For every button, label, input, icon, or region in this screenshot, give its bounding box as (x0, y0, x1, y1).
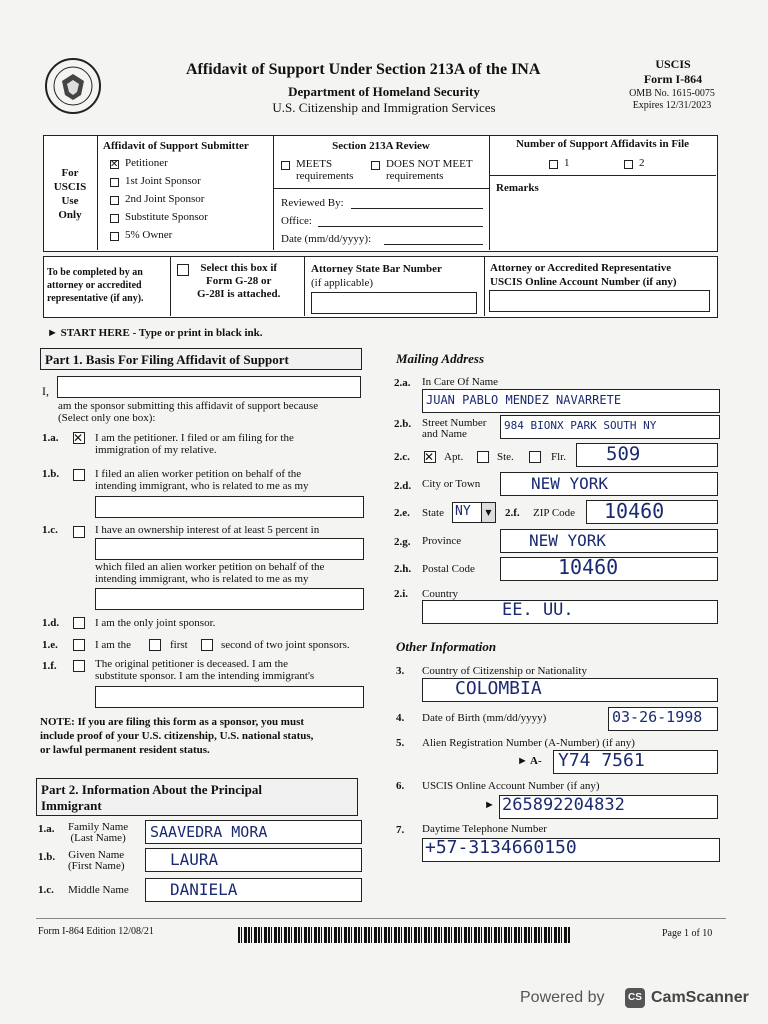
apt-number: 2.c. (394, 451, 410, 463)
zip-value: 10460 (604, 499, 665, 523)
street-number: 2.b. (394, 418, 412, 430)
citizenship-value: COLOMBIA (455, 678, 542, 699)
province-label: Province (422, 535, 462, 547)
zip-number: 2.f. (505, 507, 520, 519)
relationship-input-1f[interactable] (95, 686, 364, 708)
item-1f-number: 1.f. (42, 660, 57, 672)
office-line (318, 226, 483, 227)
middle-name-label: Middle Name (68, 884, 129, 896)
uscis-use-label: For USCIS Use Only (53, 167, 87, 221)
remarks-label: Remarks (496, 182, 539, 194)
state-number: 2.e. (394, 507, 410, 519)
petitioner-basis-check-mark: ✕ (73, 431, 84, 445)
family-name-value: SAAVEDRA MORA (150, 823, 268, 841)
review-heading: Section 213A Review (332, 140, 430, 152)
a-number-number: 5. (396, 737, 405, 749)
care-of-label: In Care Of Name (422, 376, 499, 388)
expiration-date: Expires 12/31/2023 (632, 100, 712, 111)
second-joint-checkbox[interactable] (201, 639, 213, 651)
dob-label: Date of Birth (mm/dd/yyyy) (422, 712, 547, 724)
item-1e-number: 1.e. (42, 639, 58, 651)
family-name-label: Family Name (Last Name) (68, 821, 129, 844)
does-not-meet-label: DOES NOT MEET (386, 158, 473, 170)
online-account-number: 6. (396, 780, 405, 792)
attorney-online-account-input[interactable] (489, 290, 710, 312)
form-number: Form I-864 (643, 72, 703, 86)
postal-number: 2.h. (394, 563, 412, 575)
bar-number-label: Attorney State Bar Number (if applicable) (311, 263, 442, 289)
item-1c-text: I have an ownership interest of at least 5 percent in (95, 524, 320, 536)
care-of-number: 2.a. (394, 377, 411, 389)
apt-value: 509 (606, 443, 641, 465)
office-label: Office: (281, 215, 312, 227)
phone-value: +57-3134660150 (425, 837, 577, 858)
does-not-meet-sub-label: requirements (386, 170, 444, 182)
province-number: 2.g. (394, 536, 411, 548)
chevron-down-icon[interactable]: ▼ (481, 503, 495, 522)
meets-checkbox[interactable] (281, 161, 290, 170)
meets-label: MEETS (296, 158, 333, 170)
form-title: Affidavit of Support Under Section 213A of the INA (186, 61, 541, 78)
camscanner-brand-text: CamScanner (651, 989, 749, 1006)
alien-worker-checkbox[interactable] (73, 469, 85, 481)
item-1b-text: I filed an alien worker petition on behalf of the intending immigrant, who is related to me as my (95, 468, 309, 492)
online-account-arrow: ► (484, 799, 495, 811)
sponsor-note: NOTE: If you are filing this form as a sponsor, you must include proof of your U.S. citizenship, U.S. national status, or lawful permanent resident status. (40, 716, 314, 756)
g28-label: Select this box if Form G-28 or G-28I is attached. (197, 262, 281, 300)
affidavits-heading: Number of Support Affidavits in File (515, 138, 690, 150)
item-1d-text: I am the only joint sponsor. (95, 617, 216, 629)
omb-number: OMB No. 1615-0075 (629, 88, 715, 99)
powered-by-text: Powered by (520, 989, 605, 1006)
item-1c-text-continued: which filed an alien worker petition on behalf of the intending immigrant, who is related to me as my (95, 561, 325, 585)
first-joint-sponsor-checkbox[interactable] (110, 178, 119, 187)
a-number-label: Alien Registration Number (A-Number) (if any) (422, 737, 635, 749)
submitter-heading: Affidavit of Support Submitter (103, 140, 249, 152)
substitute-sponsor-checkbox[interactable] (110, 214, 119, 223)
attorney-completed-by-label: To be completed by an attorney or accredited representative (if any). (47, 267, 144, 304)
care-of-value: JUAN PABLO MENDEZ NAVARRETE (426, 393, 622, 407)
online-account-label: Attorney or Accredited Representative USCIS Online Account Number (if any) (490, 262, 677, 288)
city-label: City or Town (422, 478, 481, 490)
country-label: Country (422, 588, 459, 600)
department-name: Department of Homeland Security (288, 84, 480, 99)
submitter-option-label: 1st Joint Sponsor (125, 175, 201, 187)
relationship-input-1c[interactable] (95, 588, 364, 610)
state-value: NY (455, 504, 471, 519)
apt-value-input[interactable] (576, 443, 718, 467)
g28-checkbox[interactable] (177, 264, 189, 276)
first-joint-checkbox[interactable] (149, 639, 161, 651)
barcode (238, 927, 570, 943)
review-date-line (384, 244, 483, 245)
item-1f-text: The original petitioner is deceased. I am the substitute sponsor. I am the intending immigrant's (95, 658, 315, 682)
middle-name-value: DANIELA (170, 880, 238, 899)
item-1b-number: 1.b. (42, 468, 60, 480)
citizenship-label: Country of Citizenship or Nationality (422, 665, 587, 677)
sponsor-statement: am the sponsor submitting this affidavit of support because (58, 400, 319, 412)
given-name-label: Given Name (First Name) (68, 849, 125, 872)
province-value: NEW YORK (529, 531, 607, 550)
given-name-value: LAURA (170, 850, 219, 869)
select-one-label: (Select only one box): (58, 412, 156, 424)
camscanner-watermark (520, 986, 760, 1012)
phone-number: 7. (396, 824, 405, 836)
mailing-address-heading: Mailing Address (396, 351, 485, 366)
form-edition: Form I-864 Edition 12/08/21 (38, 926, 154, 937)
substitute-sponsor-basis-checkbox[interactable] (73, 660, 85, 672)
middle-name-number: 1.c. (38, 884, 54, 896)
city-number: 2.d. (394, 480, 412, 492)
page-number: Page 1 of 10 (662, 928, 713, 939)
second-joint-sponsor-checkbox[interactable] (110, 196, 119, 205)
one-affidavit-checkbox[interactable] (549, 160, 558, 169)
state-label: State (422, 507, 444, 519)
a-number-prefix: ► A- (517, 755, 542, 767)
suite-label: Ste. (497, 451, 514, 463)
country-number: 2.i. (394, 588, 409, 600)
i-label: I, (42, 384, 49, 398)
submitter-option-label: 5% Owner (125, 229, 173, 241)
submitter-option-label: Substitute Sponsor (125, 211, 208, 223)
start-here-instruction: ► START HERE - Type or print in black ink. (47, 327, 263, 339)
suite-checkbox[interactable] (477, 451, 489, 463)
state-select[interactable] (452, 502, 496, 523)
given-name-number: 1.b. (38, 851, 56, 863)
agency-name: U.S. Citizenship and Immigration Services (272, 100, 496, 115)
ownership-checkbox[interactable] (73, 526, 85, 538)
online-account-value: 265892204832 (502, 795, 625, 815)
submitter-option-label: 2nd Joint Sponsor (125, 193, 205, 205)
street-label: Street Number and Name (422, 417, 487, 440)
a-number-value: Y74 7561 (558, 750, 645, 771)
dob-number: 4. (396, 712, 405, 724)
part1-heading: Part 1. Basis For Filing Affidavit of Support (40, 348, 362, 370)
apt-check-mark: ✕ (424, 450, 435, 464)
other-information-heading: Other Information (396, 639, 497, 654)
part2-heading: Part 2. Information About the Principal Immigrant (36, 778, 358, 816)
petitioner-check-mark: ✕ (110, 159, 119, 170)
item-1a-text: I am the petitioner. I filed or am filing for the immigration of my relative. (95, 432, 294, 456)
floor-label: Flr. (551, 451, 566, 463)
zip-label: ZIP Code (533, 507, 576, 519)
meets-sub-label: requirements (296, 170, 354, 182)
two-affidavits-label: 2 (639, 157, 645, 169)
joint-sponsor-checkbox[interactable] (73, 639, 85, 651)
apt-label: Apt. (444, 451, 464, 463)
item-1e-text-c: second of two joint sponsors. (221, 639, 350, 651)
submitter-option-label: Petitioner (125, 157, 168, 169)
does-not-meet-checkbox[interactable] (371, 161, 380, 170)
review-date-label: Date (mm/dd/yyyy): (281, 233, 372, 245)
country-value: EE. UU. (502, 600, 574, 620)
form-agency: USCIS (655, 57, 691, 71)
item-1d-number: 1.d. (42, 617, 60, 629)
only-joint-sponsor-checkbox[interactable] (73, 617, 85, 629)
phone-label: Daytime Telephone Number (422, 823, 547, 835)
reviewed-by-label: Reviewed By: (281, 197, 344, 209)
relationship-input-1b[interactable] (95, 496, 364, 518)
item-1e-text-b: first (170, 639, 188, 651)
item-1c-number: 1.c. (42, 524, 58, 536)
reviewed-by-line (351, 208, 483, 209)
citizenship-number: 3. (396, 665, 405, 677)
item-1a-number: 1.a. (42, 432, 59, 444)
company-name-input[interactable] (95, 538, 364, 560)
online-account-label: USCIS Online Account Number (if any) (422, 780, 600, 792)
city-value: NEW YORK (531, 474, 609, 493)
floor-checkbox[interactable] (529, 451, 541, 463)
item-1e-text-a: I am the (95, 639, 132, 651)
five-percent-owner-checkbox[interactable] (110, 232, 119, 241)
postal-value: 10460 (558, 555, 619, 579)
family-name-number: 1.a. (38, 823, 55, 835)
dob-value: 03-26-1998 (612, 708, 703, 726)
postal-label: Postal Code (422, 563, 475, 575)
two-affidavits-checkbox[interactable] (624, 160, 633, 169)
camscanner-logo-icon: CS (625, 988, 645, 1008)
sponsor-name-input[interactable] (57, 376, 361, 398)
bar-number-input[interactable] (311, 292, 477, 314)
one-affidavit-label: 1 (564, 157, 570, 169)
street-value: 984 BIONX PARK SOUTH NY (504, 419, 657, 432)
